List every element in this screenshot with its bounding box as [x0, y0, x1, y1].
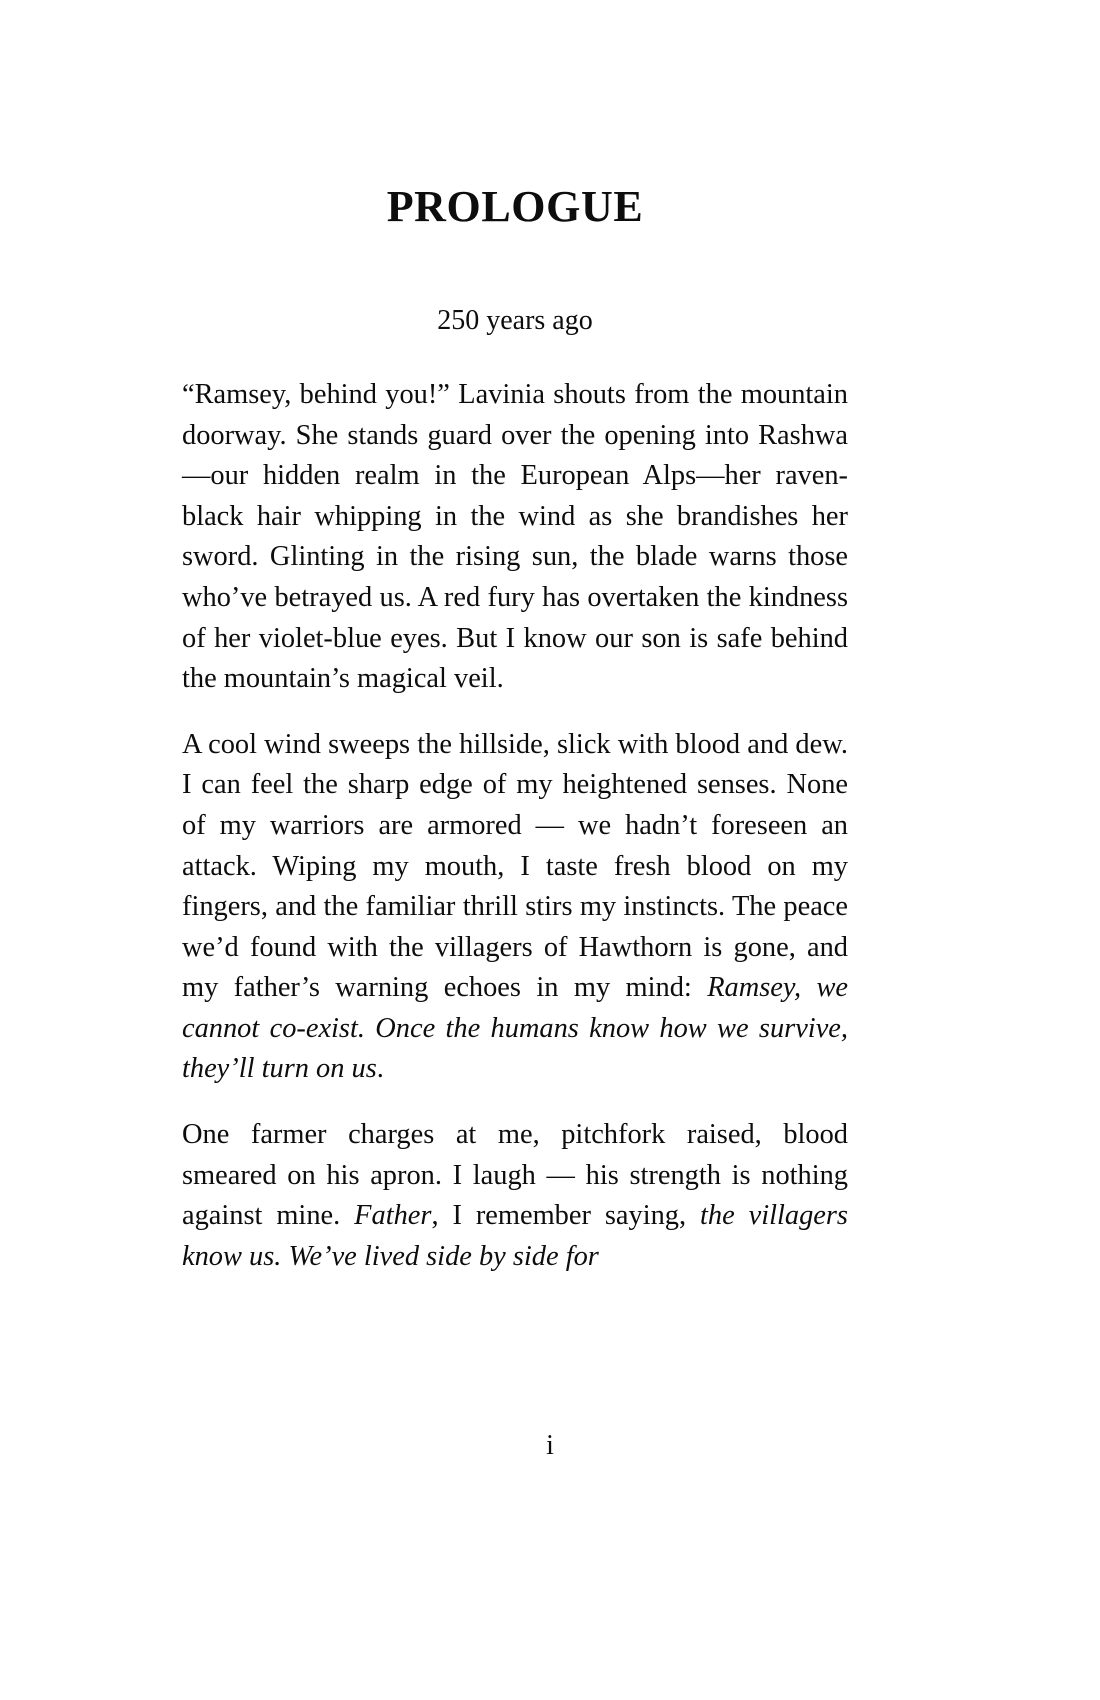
page-content	[182, 0, 848, 1277]
paragraph-3-italic-father: Father	[354, 1200, 432, 1232]
page-title: PROLOGUE	[386, 182, 644, 231]
paragraph-3	[182, 1115, 848, 1277]
paragraph-3-italic-quote: the villagers know us. We’ve lived side by side for	[182, 1200, 848, 1272]
paragraph-2-text-tail: .	[376, 1053, 384, 1085]
paragraph-2-italic-quote: Ramsey, we cannot co-exist. Once the humans know how we survive, they’ll turn on us	[182, 972, 848, 1085]
paragraph-2-text-lead: A cool wind sweeps the hillside, slick with blood and dew. I can feel the sharp edge of my heightened senses. None of my warriors are armored — we hadn’t foreseen an attack. Wiping my mouth, I taste fresh blood on my fingers, and the familiar thrill stirs my instincts. The peace we’d found with the villagers of Hawthorn is gone, and my father’s warning echoes in my mind:	[182, 728, 848, 1004]
page-number: i	[546, 1430, 554, 1461]
time-setting-line: 250 years ago	[437, 305, 593, 337]
paragraph-3-text-middle: , I remember saying,	[431, 1200, 701, 1232]
paragraph-3-text-lead: One farmer charges at me, pitchfork raised, blood smeared on his apron. I laugh — his strength is nothing against mine.	[182, 1119, 848, 1232]
paragraph-2	[182, 725, 848, 1090]
paragraph-1: “Ramsey, behind you!” Lavinia shouts from the mountain doorway. She stands guard over the opening into Rashwa—our hidden realm in the European Alps—her raven-black hair whipping in the wind as she brandishes her sword. Glinting in the rising sun, the blade warns those who’ve betrayed us. A red fury has overtaken the kindness of her violet-blue eyes. But I know our son is safe behind the mountain’s magical veil.	[182, 378, 848, 695]
